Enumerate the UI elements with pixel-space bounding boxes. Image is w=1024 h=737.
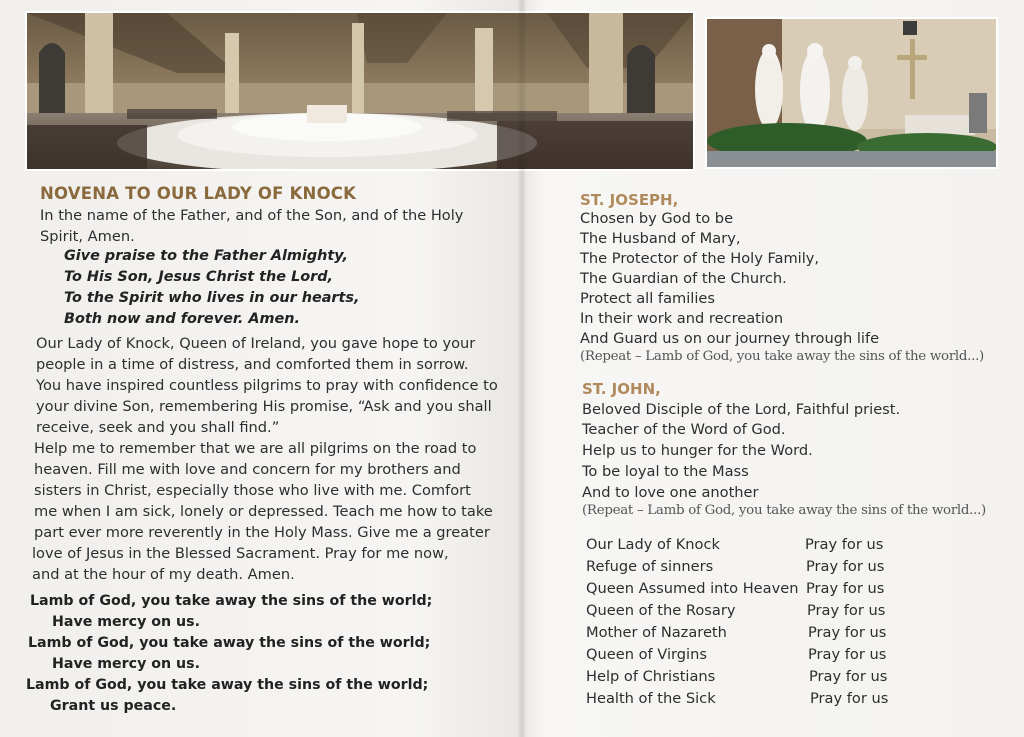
joseph-line-5: Protect all families	[580, 290, 715, 307]
john-line-1: Beloved Disciple of the Lord, Faithful priest.	[582, 401, 901, 418]
litany-title: Our Lady of Knock	[586, 536, 720, 553]
st-joseph-heading: ST. JOSEPH,	[580, 191, 679, 209]
doxology-line-4: Both now and forever. Amen.	[64, 311, 300, 327]
opening-line-1: In the name of the Father, and of the Son, and of the Holy	[40, 207, 464, 224]
litany-response: Pray for us	[806, 558, 885, 575]
prayer-line-3: You have inspired countless pilgrims to pray with confidence to	[36, 377, 498, 394]
lamb-line-3: Lamb of God, you take away the sins of the world;	[26, 677, 429, 693]
john-line-4: To be loyal to the Mass	[582, 463, 749, 480]
prayer-line-8: sisters in Christ, especially those who live with me. Comfort	[34, 482, 471, 499]
litany-response: Pray for us	[810, 690, 889, 707]
lamb-response-3: Grant us peace.	[50, 698, 177, 714]
opening-line-2: Spirit, Amen.	[40, 228, 135, 245]
doxology-line-2: To His Son, Jesus Christ the Lord,	[64, 269, 333, 285]
joseph-line-1: Chosen by God to be	[580, 210, 734, 227]
john-repeat-note: (Repeat – Lamb of God, you take away the sins of the world...)	[582, 503, 986, 518]
prayer-line-2: people in a time of distress, and comforted them in sorrow.	[36, 356, 469, 373]
apparition-statues-photo	[705, 17, 998, 169]
doxology-line-1: Give praise to the Father Almighty,	[64, 248, 348, 264]
lamb-line-2: Lamb of God, you take away the sins of the world;	[28, 635, 431, 651]
prayer-line-10: part ever more reverently in the Holy Mass. Give me a greater	[34, 524, 490, 541]
john-line-5: And to love one another	[582, 484, 759, 501]
page-fold	[517, 0, 527, 737]
prayer-line-5: receive, seek and you shall find.”	[36, 419, 280, 436]
lamb-line-1: Lamb of God, you take away the sins of the world;	[30, 593, 433, 609]
novena-title: NOVENA TO OUR LADY OF KNOCK	[40, 184, 357, 203]
basilica-interior-photo	[25, 11, 695, 171]
litany-title: Refuge of sinners	[586, 558, 714, 575]
litany-title: Queen of Virgins	[586, 646, 707, 663]
lamb-response-1: Have mercy on us.	[52, 614, 200, 630]
joseph-line-7: And Guard us on our journey through life	[580, 330, 880, 347]
joseph-repeat-note: (Repeat – Lamb of God, you take away the sins of the world...)	[580, 349, 984, 364]
litany-response: Pray for us	[808, 646, 887, 663]
litany-response: Pray for us	[805, 536, 884, 553]
litany-title: Queen Assumed into Heaven	[586, 580, 799, 597]
prayer-line-4: your divine Son, remembering His promise, “Ask and you shall	[36, 398, 492, 415]
joseph-line-3: The Protector of the Holy Family,	[580, 250, 820, 267]
litany-response: Pray for us	[808, 624, 887, 641]
prayer-line-12: and at the hour of my death. Amen.	[32, 566, 295, 583]
john-line-2: Teacher of the Word of God.	[582, 421, 786, 438]
litany-response: Pray for us	[809, 668, 888, 685]
litany-title: Mother of Nazareth	[586, 624, 727, 641]
prayer-line-9: me when I am sick, lonely or depressed. Teach me how to take	[34, 503, 493, 520]
litany-response: Pray for us	[806, 580, 885, 597]
prayer-line-11: love of Jesus in the Blessed Sacrament. Pray for me now,	[32, 545, 449, 562]
litany-title: Health of the Sick	[586, 690, 716, 707]
joseph-line-6: In their work and recreation	[580, 310, 784, 327]
john-line-3: Help us to hunger for the Word.	[582, 442, 813, 459]
joseph-line-4: The Guardian of the Church.	[580, 270, 787, 287]
litany-title: Help of Christians	[586, 668, 716, 685]
prayer-line-1: Our Lady of Knock, Queen of Ireland, you gave hope to your	[36, 335, 476, 352]
doxology-line-3: To the Spirit who lives in our hearts,	[64, 290, 360, 306]
lamb-response-2: Have mercy on us.	[52, 656, 200, 672]
joseph-line-2: The Husband of Mary,	[580, 230, 741, 247]
st-john-heading: ST. JOHN,	[582, 380, 661, 398]
litany-response: Pray for us	[807, 602, 886, 619]
litany-title: Queen of the Rosary	[586, 602, 736, 619]
prayer-line-7: heaven. Fill me with love and concern for my brothers and	[34, 461, 461, 478]
prayer-line-6: Help me to remember that we are all pilgrims on the road to	[34, 440, 477, 457]
